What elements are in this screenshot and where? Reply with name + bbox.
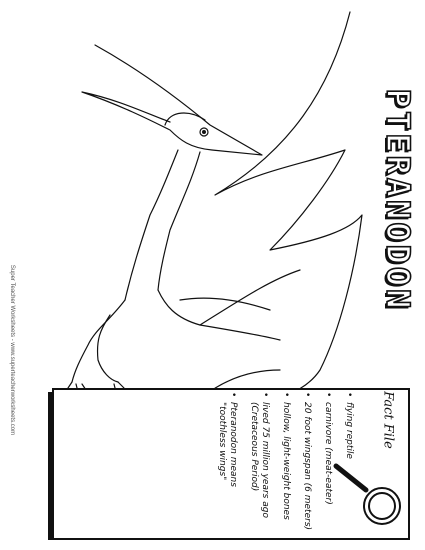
fact-item: • lived 75 million years ago (Cretaceous Period) (248, 392, 270, 532)
fact-list (54, 392, 354, 532)
fact-item: • 20 foot wingspan (6 meters) (301, 392, 312, 532)
fact-item: • carnivore (meat-eater) (322, 392, 333, 532)
fact-file-heading: Fact File (380, 391, 396, 449)
fact-item: • flying reptile (343, 392, 354, 532)
page-title: PTERANODON (379, 88, 417, 312)
fact-item: • Pteranodon means "toothless wings" (216, 392, 238, 532)
fact-item: • hollow, light-weight bones (280, 392, 291, 532)
site-credit: Super Teacher Worksheets - www.superteacherworksheets.com (9, 264, 15, 436)
